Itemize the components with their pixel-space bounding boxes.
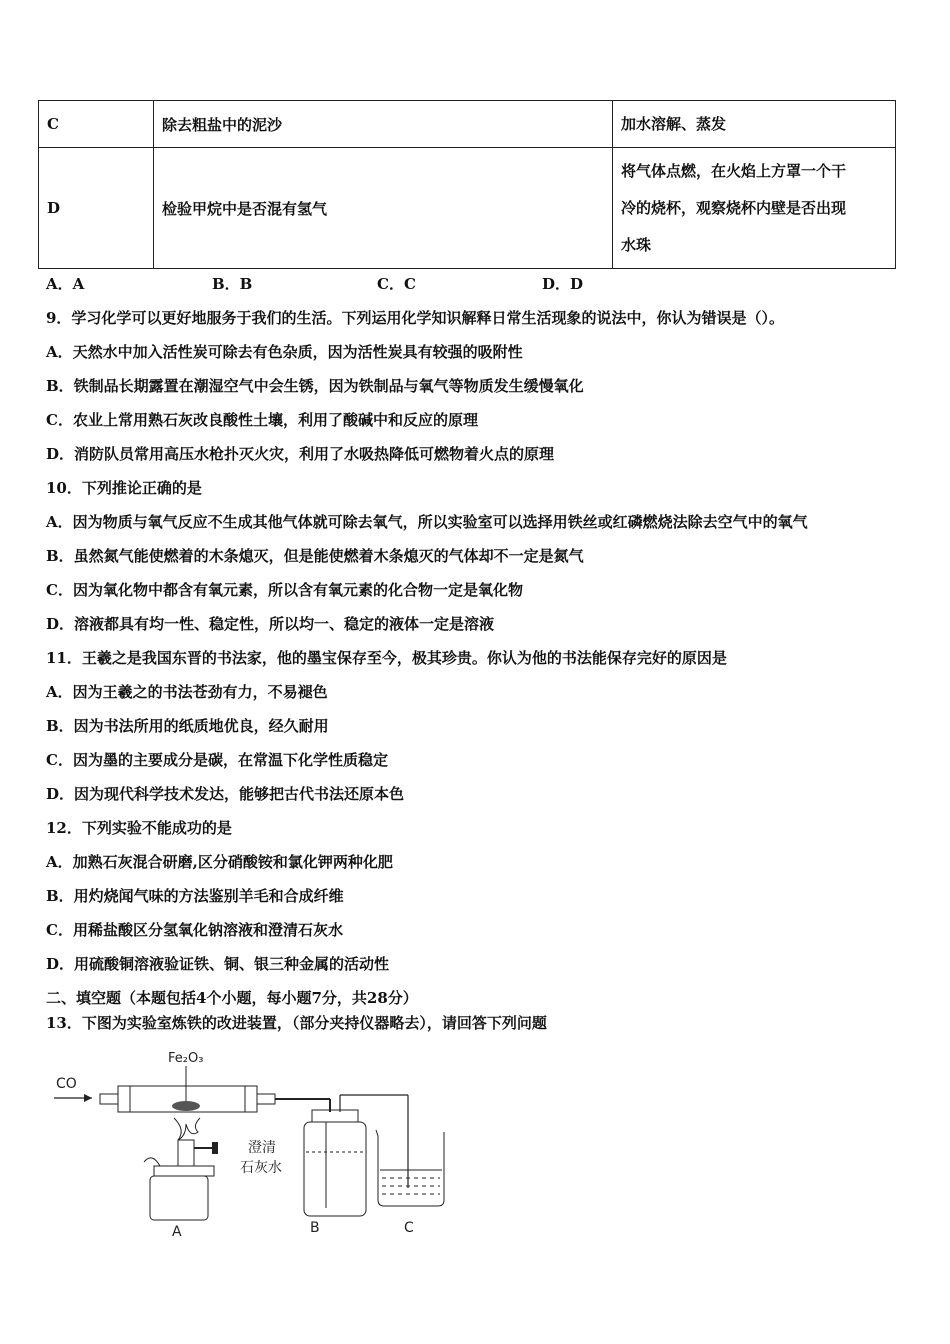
section-heading: 二、填空题（本题包括4个小题，每小题7分，共28分）	[46, 989, 418, 1007]
table-row	[39, 101, 896, 148]
bottle-cap	[312, 1110, 358, 1122]
q9-option-c: C．农业上常用熟石灰改良酸性土壤，利用了酸碱中和反应的原理	[46, 411, 478, 429]
beaker-c	[376, 1130, 444, 1236]
q12-option-d: D．用硫酸铜溶液验证铁、铜、银三种金属的活动性	[46, 955, 390, 973]
burner-neck	[154, 1166, 214, 1176]
tube-left-plug	[100, 1094, 118, 1104]
connecting-tubes	[275, 1095, 408, 1188]
table-row	[39, 148, 896, 269]
limewater-label-2: 石灰水	[240, 1160, 282, 1176]
q12-option-b: B．用灼烧闻气味的方法鉴别羊毛和合成纤维	[46, 887, 344, 905]
row-label: C	[39, 101, 154, 148]
choice-b: B．B	[212, 275, 253, 293]
q8-choices	[46, 273, 846, 293]
apparatus-figure	[40, 1040, 520, 1240]
tube-left-stopper	[118, 1086, 130, 1112]
experiment-options-table	[38, 100, 896, 269]
co-inlet	[54, 1076, 92, 1102]
tube-right-plug	[257, 1094, 275, 1104]
row-purpose: 除去粗盐中的泥沙	[154, 101, 613, 148]
burner-handle	[144, 1158, 160, 1166]
fe2o3-label: Fe₂O₃	[168, 1051, 204, 1066]
bottle-body	[304, 1122, 366, 1216]
q9-option-d: D．消防队员常用高压水枪扑灭火灾，利用了水吸热降低可燃物着火点的原理	[46, 445, 555, 463]
q10-option-c: C．因为氧化物中都含有氧元素，所以含有氧元素的化合物一定是氧化物	[46, 581, 523, 599]
method-line: 水珠	[621, 235, 652, 254]
burner-tube	[178, 1140, 194, 1166]
row-method	[613, 148, 896, 269]
q12-option-a: A．加熟石灰混合研磨,区分硝酸铵和氯化钾两种化肥	[46, 853, 393, 871]
beaker-body	[376, 1130, 444, 1206]
burner-knob	[212, 1142, 218, 1154]
bottle-b	[240, 1110, 366, 1236]
q11-option-d: D．因为现代科学技术发达，能够把古代书法还原本色	[46, 785, 405, 803]
label-c: C	[404, 1220, 414, 1236]
co-label: CO	[56, 1076, 77, 1092]
burner-base	[150, 1176, 208, 1220]
tube-right-stopper	[245, 1086, 257, 1112]
choice-c: C．C	[377, 275, 416, 293]
q9-option-a: A．天然水中加入活性炭可除去有色杂质，因为活性炭具有较强的吸附性	[46, 343, 523, 361]
fe2o3-powder	[172, 1101, 200, 1111]
burner-a	[144, 1118, 218, 1240]
method-line: 冷的烧杯，观察烧杯内壁是否出现	[621, 198, 847, 217]
q12-stem: 12．下列实验不能成功的是	[46, 819, 232, 837]
row-label: D	[39, 148, 154, 269]
row-method: 加水溶解、蒸发	[613, 101, 896, 148]
apparatus-diagram	[40, 1040, 520, 1240]
co-arrow-head	[84, 1094, 92, 1102]
flame-icon	[174, 1118, 200, 1140]
q13-stem: 13．下图为实验室炼铁的改进装置，（部分夹持仪器略去），请回答下列问题	[46, 1014, 547, 1032]
q10-stem: 10．下列推论正确的是	[46, 479, 202, 497]
label-a: A	[172, 1224, 182, 1240]
q12-option-c: C．用稀盐酸区分氢氧化钠溶液和澄清石灰水	[46, 921, 343, 939]
choice-a: A．A	[46, 275, 85, 293]
q10-option-b: B．虽然氮气能使燃着的木条熄灭，但是能使燃着木条熄灭的气体却不一定是氮气	[46, 547, 584, 565]
label-b: B	[310, 1220, 320, 1236]
q10-option-a: A．因为物质与氧气反应不生成其他气体就可除去氧气，所以实验室可以选择用铁丝或红磷燃烧法除去空气中的氧气	[46, 513, 808, 531]
q11-option-c: C．因为墨的主要成分是碳，在常温下化学性质稳定	[46, 751, 388, 769]
method-line: 将气体点燃，在火焰上方罩一个干	[621, 161, 847, 180]
row-purpose: 检验甲烷中是否混有氢气	[154, 148, 613, 269]
q11-option-a: A．因为王羲之的书法苍劲有力，不易褪色	[46, 683, 328, 701]
q10-option-d: D．溶液都具有均一性、稳定性，所以均一、稳定的液体一定是溶液	[46, 615, 495, 633]
q11-option-b: B．因为书法所用的纸质地优良，经久耐用	[46, 717, 329, 735]
reaction-tube	[100, 1051, 275, 1112]
choice-d: D．D	[542, 275, 584, 293]
q9-stem: 9．学习化学可以更好地服务于我们的生活。下列运用化学知识解释日常生活现象的说法中，你认为错误是（）。	[46, 309, 784, 327]
q11-stem: 11．王羲之是我国东晋的书法家，他的墨宝保存至今，极其珍贵。你认为他的书法能保存完好的原因是	[46, 649, 727, 667]
q9-option-b: B．铁制品长期露置在潮湿空气中会生锈，因为铁制品与氧气等物质发生缓慢氧化	[46, 377, 584, 395]
limewater-label-1: 澄清	[248, 1140, 276, 1156]
